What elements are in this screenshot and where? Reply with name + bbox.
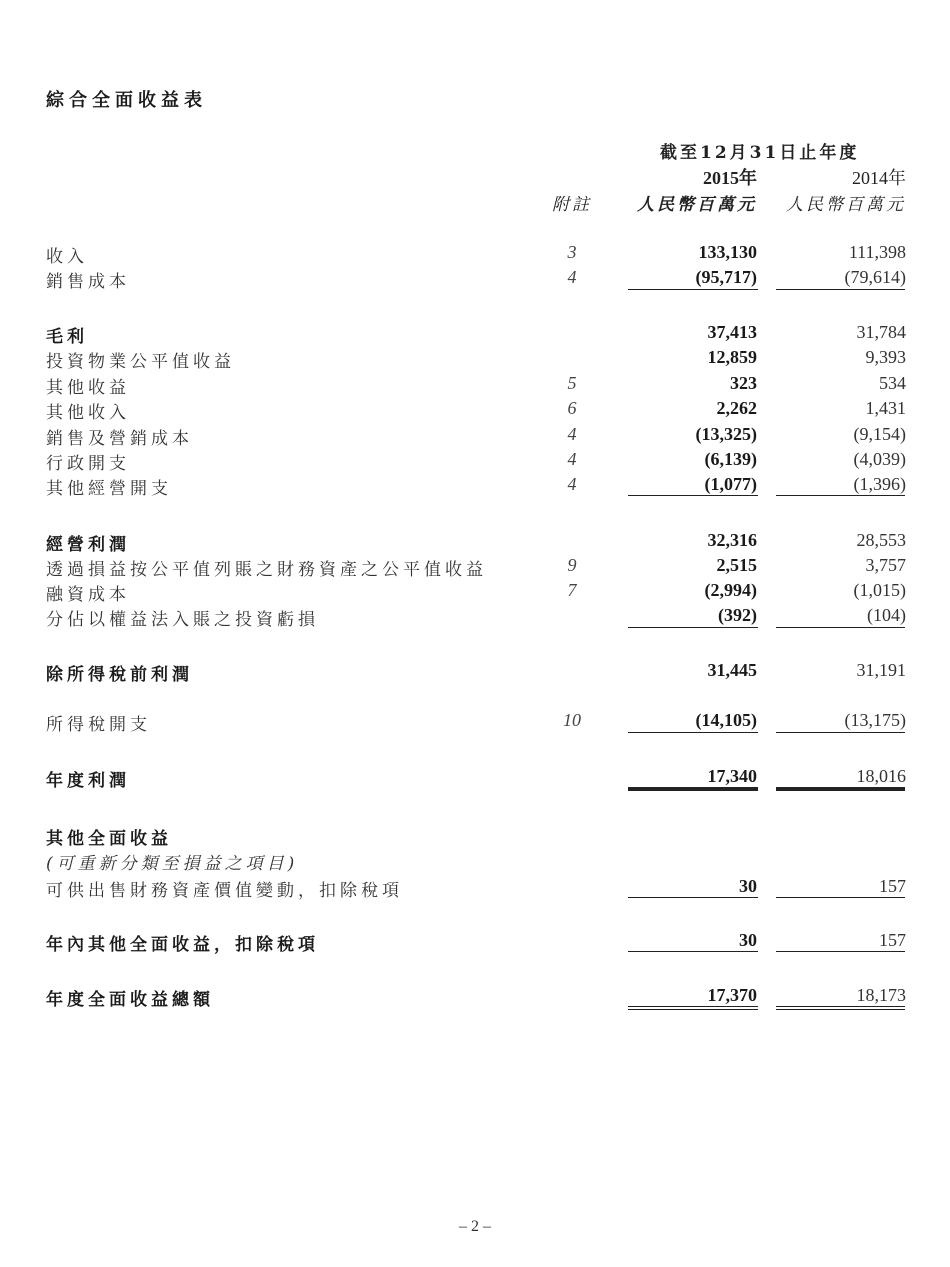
row-label: 年內其他全面收益，扣除稅項 [46, 935, 319, 955]
row-label: 其他全面收益 [46, 829, 172, 849]
row-administrative-expenses [0, 449, 950, 473]
value-2014: 111,398 [848, 242, 906, 262]
row-operating-profit [0, 530, 950, 554]
value-2015: 30 [739, 930, 757, 950]
subtotal-rule-2015 [628, 289, 758, 290]
value-2014: (104) [867, 605, 906, 625]
value-2014: (4,039) [853, 449, 906, 469]
value-2015: 12,859 [707, 347, 757, 367]
row-label: 所得稅開支 [46, 715, 151, 735]
subtotal-rule-2014 [776, 495, 905, 496]
value-2015: 2,262 [716, 398, 757, 418]
value-2015: (14,105) [695, 710, 757, 730]
value-2015: (392) [718, 605, 757, 625]
subtotal-rule-2015 [628, 495, 758, 496]
row-note: 4 [567, 474, 577, 494]
value-2014: (79,614) [844, 267, 906, 287]
row-note: 4 [567, 449, 577, 469]
subtotal-rule-2015 [628, 951, 758, 952]
row-label: 分佔以權益法入賬之投資虧損 [46, 610, 319, 630]
value-2015: (2,994) [704, 580, 757, 600]
unit-2015-header: 人民幣百萬元 [637, 195, 757, 215]
row-label: 透過損益按公平值列賬之財務資產之公平值收益 [46, 560, 487, 580]
row-gross-profit [0, 322, 950, 346]
row-note: 9 [567, 555, 577, 575]
row-finance-costs [0, 580, 950, 604]
value-2015: 133,130 [698, 242, 757, 262]
row-label: 毛利 [46, 327, 88, 347]
value-2015: 323 [730, 373, 757, 393]
value-2014: 534 [879, 373, 906, 393]
value-2014: 31,191 [856, 660, 906, 680]
value-2014: 1,431 [865, 398, 906, 418]
row-label: 年度全面收益總額 [46, 990, 214, 1010]
note-column-header: 附註 [552, 195, 592, 215]
row-label: 其他經營開支 [46, 479, 172, 499]
row-fair-value-gains-investment-properties [0, 347, 950, 371]
total-rule-2015 [628, 787, 758, 791]
row-fair-value-gains-financial-assets [0, 555, 950, 579]
value-2014: 3,757 [865, 555, 906, 575]
value-2014: (13,175) [844, 710, 906, 730]
value-2014: 18,173 [856, 985, 906, 1005]
subtotal-rule-2014 [776, 289, 905, 290]
row-note: 7 [567, 580, 577, 600]
page-number: – 2 – [459, 1218, 491, 1235]
year-2015-header: 2015年 [703, 168, 757, 188]
value-2014: 157 [879, 930, 906, 950]
row-note: 3 [567, 242, 577, 262]
row-selling-marketing-costs [0, 424, 950, 448]
value-2015: (95,717) [695, 267, 757, 287]
subtotal-rule-2014 [776, 732, 905, 733]
row-label: 除所得稅前利潤 [46, 665, 193, 685]
value-2015: 2,515 [716, 555, 757, 575]
row-other-income [0, 398, 950, 422]
subtotal-rule-2014 [776, 897, 905, 898]
row-income-tax-expense [0, 710, 950, 734]
value-2014: 9,393 [865, 347, 906, 367]
row-note: 4 [567, 267, 577, 287]
value-2015: 32,316 [707, 530, 757, 550]
year-2014-header: 2014年 [852, 168, 906, 188]
subtotal-rule-2014 [776, 627, 905, 628]
row-note: 6 [567, 398, 577, 418]
value-2015: 31,445 [707, 660, 757, 680]
row-profit-before-tax [0, 660, 950, 684]
row-label: (可重新分類至損益之項目) [46, 854, 299, 874]
subtotal-rule-2015 [628, 897, 758, 898]
value-2014: 28,553 [856, 530, 906, 550]
row-label: 行政開支 [46, 454, 130, 474]
row-label: 銷售成本 [46, 272, 130, 292]
value-2014: 18,016 [856, 766, 906, 786]
value-2015: (13,325) [695, 424, 757, 444]
row-label: 經營利潤 [46, 535, 130, 555]
unit-2014-header: 人民幣百萬元 [786, 195, 906, 215]
double-rule-2015 [628, 1006, 758, 1010]
row-note: 10 [563, 710, 581, 730]
row-label: 年度利潤 [46, 771, 130, 791]
value-2015: 30 [739, 876, 757, 896]
value-2014: (1,015) [853, 580, 906, 600]
value-2014: (1,396) [853, 474, 906, 494]
row-other-gains [0, 373, 950, 397]
total-rule-2014 [776, 787, 905, 791]
subtotal-rule-2014 [776, 951, 905, 952]
row-revenue [0, 242, 950, 266]
row-other-comprehensive-income-heading [0, 824, 950, 848]
value-2015: (6,139) [704, 449, 757, 469]
row-cost-of-sales [0, 267, 950, 291]
row-label: 其他收益 [46, 378, 130, 398]
row-label: 可供出售財務資產價值變動，扣除稅項 [46, 881, 403, 901]
row-label: 融資成本 [46, 585, 130, 605]
row-label: 投資物業公平值收益 [46, 352, 235, 372]
row-note: 5 [567, 373, 577, 393]
value-2014: 157 [879, 876, 906, 896]
value-2015: 17,370 [707, 985, 757, 1005]
period-header: 截至12月31日止年度 [660, 143, 860, 163]
value-2015: 17,340 [707, 766, 757, 786]
row-note: 4 [567, 424, 577, 444]
subtotal-rule-2015 [628, 627, 758, 628]
value-2014: (9,154) [853, 424, 906, 444]
row-label: 銷售及營銷成本 [46, 429, 193, 449]
row-label: 其他收入 [46, 403, 130, 423]
value-2014: 31,784 [856, 322, 906, 342]
value-2015: (1,077) [704, 474, 757, 494]
subtotal-rule-2015 [628, 732, 758, 733]
row-reclassifiable-items-subheading [0, 849, 950, 873]
row-share-of-losses-equity-investments [0, 605, 950, 629]
value-2015: 37,413 [707, 322, 757, 342]
double-rule-2014 [776, 1006, 905, 1010]
row-label: 收入 [46, 247, 88, 267]
statement-title: 綜合全面收益表 [46, 90, 207, 111]
